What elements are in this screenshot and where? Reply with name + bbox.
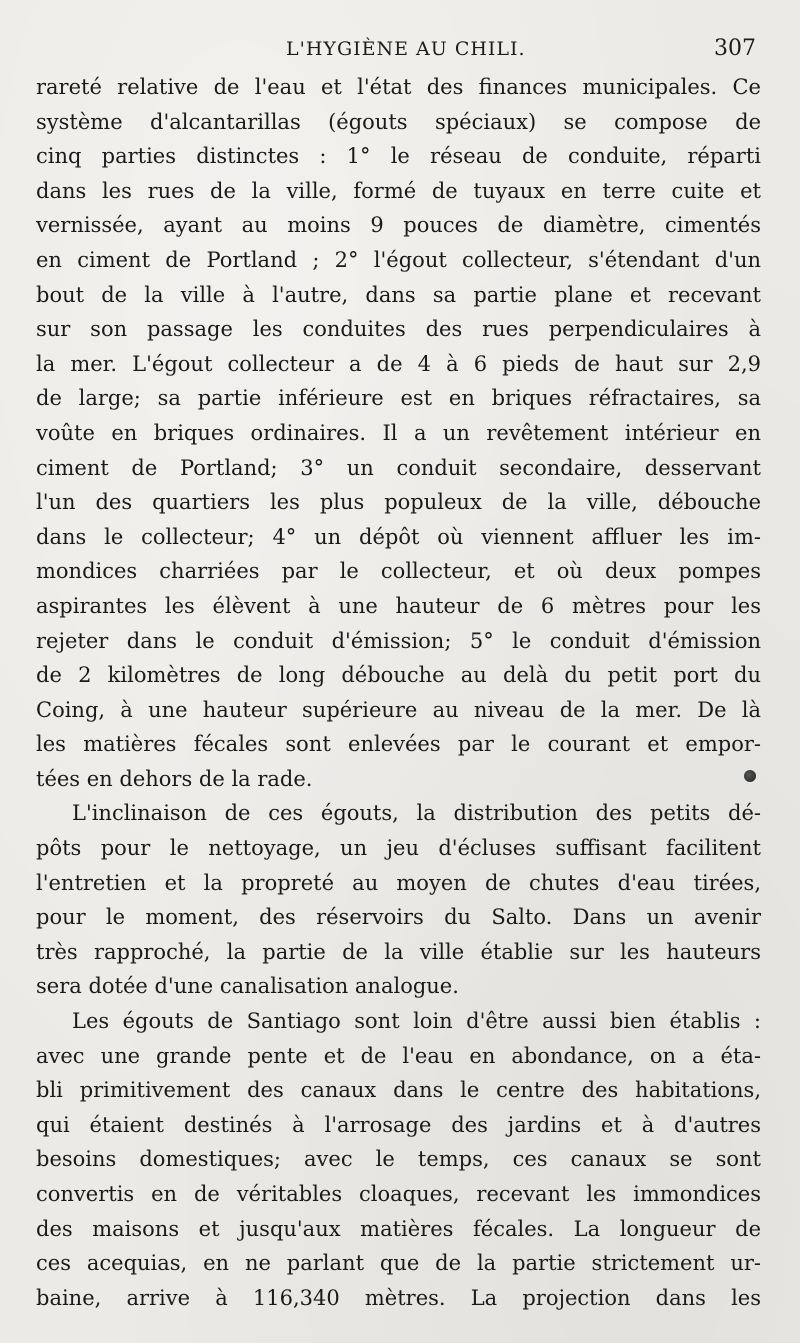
page-number: 307 bbox=[714, 36, 756, 61]
text-line: ciment de Portland; 3° un conduit secondaire, desservant bbox=[36, 455, 761, 480]
text-line: ces acequias, en ne parlant que de la partie strictement ur- bbox=[36, 1251, 761, 1276]
text-line: système d'alcantarillas (égouts spéciaux) se compose de bbox=[36, 109, 761, 134]
text-line: dans le collecteur; 4° un dépôt où viennent affluer les im- bbox=[36, 524, 761, 549]
text-line: cinq parties distinctes : 1° le réseau de conduite, réparti bbox=[36, 144, 761, 169]
text-line: qui étaient destinés à l'arrosage des jardins et à d'autres bbox=[36, 1112, 761, 1137]
text-line: la mer. L'égout collecteur a de 4 à 6 pieds de haut sur 2,9 bbox=[36, 351, 761, 376]
text-line: l'un des quartiers les plus populeux de la ville, débouche bbox=[36, 490, 761, 515]
body-text bbox=[36, 70, 761, 1315]
ornament-dot bbox=[744, 770, 756, 782]
text-line: baine, arrive à 116,340 mètres. La projection dans les bbox=[36, 1285, 761, 1310]
text-line: rejeter dans le conduit d'émission; 5° le conduit d'émission bbox=[36, 628, 761, 653]
text-line: bout de la ville à l'autre, dans sa partie plane et recevant bbox=[36, 282, 761, 307]
text-line: très rapproché, la partie de la ville établie sur les hauteurs bbox=[36, 939, 761, 964]
text-line: Les égouts de Santiago sont loin d'être aussi bien établis : bbox=[72, 1009, 761, 1034]
text-line: tées en dehors de la rade. bbox=[36, 766, 313, 791]
text-line: mondices charriées par le collecteur, et où deux pompes bbox=[36, 559, 761, 584]
text-line: l'entretien et la propreté au moyen de chutes d'eau tirées, bbox=[36, 870, 761, 895]
text-line: voûte en briques ordinaires. Il a un revêtement intérieur en bbox=[36, 420, 761, 445]
text-line: aspirantes les élèvent à une hauteur de 6 mètres pour les bbox=[36, 593, 761, 618]
text-line: des maisons et jusqu'aux matières fécales. La longueur de bbox=[36, 1216, 761, 1241]
text-line: de large; sa partie inférieure est en briques réfractaires, sa bbox=[36, 386, 761, 411]
text-line: sur son passage les conduites des rues perpendiculaires à bbox=[36, 317, 761, 342]
text-line: convertis en de véritables cloaques, recevant les immondices bbox=[36, 1182, 761, 1206]
running-header bbox=[0, 36, 800, 68]
text-line: besoins domestiques; avec le temps, ces canaux se sont bbox=[36, 1147, 761, 1172]
text-line: de 2 kilomètres de long débouche au delà du petit port du bbox=[36, 663, 761, 688]
text-line: en ciment de Portland ; 2° l'égout collecteur, s'étendant d'un bbox=[36, 247, 761, 272]
running-title: L'HYGIÈNE AU CHILI. bbox=[286, 38, 526, 60]
text-line: avec une grande pente et de l'eau en abondance, on a éta- bbox=[36, 1043, 761, 1068]
text-line: pôts pour le nettoyage, un jeu d'écluses suffisant facilitent bbox=[36, 836, 761, 861]
text-line: vernissée, ayant au moins 9 pouces de diamètre, cimentés bbox=[36, 213, 761, 238]
text-line: dans les rues de la ville, formé de tuyaux en terre cuite et bbox=[36, 178, 761, 203]
text-line: Coing, à une hauteur supérieure au niveau de la mer. De là bbox=[36, 697, 761, 722]
text-line: sera dotée d'une canalisation analogue. bbox=[36, 974, 459, 999]
text-line: L'inclinaison de ces égouts, la distribution des petits dé- bbox=[72, 801, 761, 826]
text-line: les matières fécales sont enlevées par le courant et empor- bbox=[36, 732, 761, 757]
text-line: pour le moment, des réservoirs du Salto. Dans un avenir bbox=[36, 905, 761, 930]
text-line: bli primitivement des canaux dans le centre des habitations, bbox=[36, 1078, 761, 1103]
text-line: rareté relative de l'eau et l'état des finances municipales. Ce bbox=[36, 75, 761, 99]
